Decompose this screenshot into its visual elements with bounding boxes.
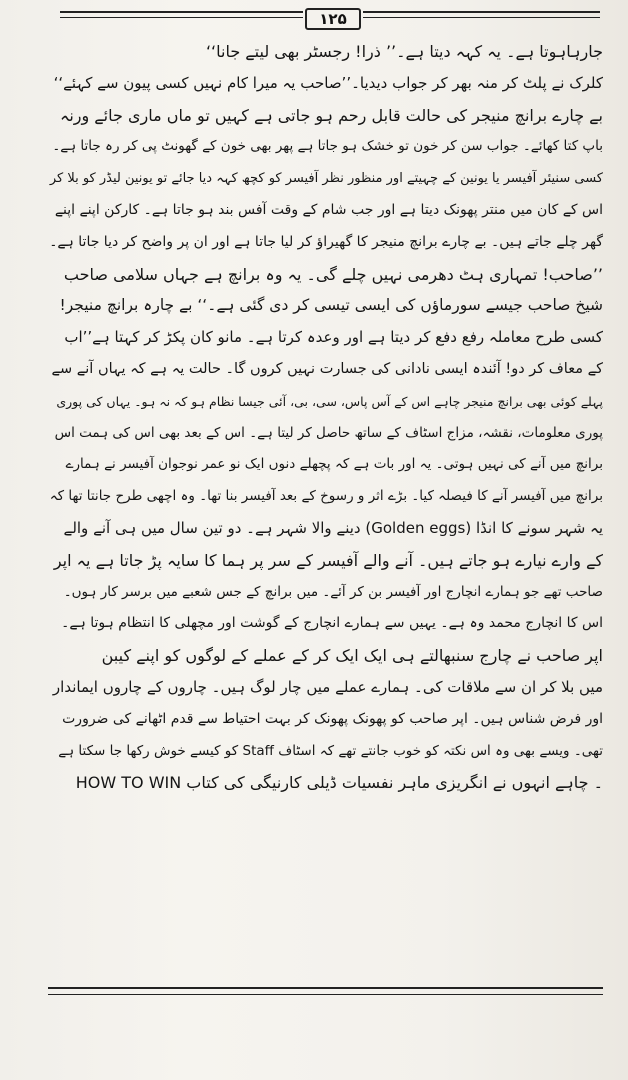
text-line: بے چارے برانچ منیجر کی حالت قابل رحم ہو جاتی ہے کہیں تو ماں ماری جائے ورنہ [59,105,603,125]
text-line: ’’صاحب! تمہاری ہٹ دھرمی نہیں چلے گی۔ یہ وہ برانچ ہے جہاں سلامی صاحب [63,264,603,284]
page-number-box [305,8,361,30]
text-line: پوری معلومات، نقشہ، مزاج اسٹاف کے ساتھ حاصل کر لیتا ہے۔ اس کے بعد بھی اس کی ہمت اس [54,424,603,441]
text-line: کسی سنیئر آفیسر یا یونین کے چہیتے اور منظور نظر آفیسر کو کچھ کہہ دیا جائے تو یونین لیڈر کو بلا کر [49,171,603,187]
text-line: جارہاہوتا ہے۔ یہ کہہ دیتا ہے۔’’ ذرا! رجسٹر بھی لیتے جانا‘‘ [205,42,603,61]
header-rule-right-top [363,11,600,13]
text-line: پہلے کوئی بھی برانچ منیجر چاہے اس کے آس پاس، سی، بی، آئی جیسا نظام ہو کہ نہ ہو۔ یہاں کی پوری [56,393,603,409]
text-line: اس کے کان میں منتر پھونک دیتا ہے اور جب شام کے وقت آفس بند ہو جاتا ہے۔ کارکن اپنے اپنے [54,201,603,218]
header-rule-left-bottom [60,17,303,18]
text-line: اس کا انچارج محمد وہ ہے۔ یہیں سے ہمارے انچارج کے گوشت اور مچھلی کا انتظام ہوتا ہے۔ [61,615,603,632]
text-line: اور فرض شناس ہیں۔ اپر صاحب کو پھونک پھونک کر بہت احتیاط سے قدم اٹھانے کی ضرورت [62,710,603,727]
footer-rule-bottom [48,994,603,995]
text-line: میں بلا کر ان سے ملاقات کی۔ ہمارے عملے میں چار لوگ ہیں۔ چاروں کے چاروں ایماندار [52,677,603,696]
text-line: تھی۔ ویسے بھی وہ اس نکتہ کو خوب جانتے تھے کہ اسٹاف Staff کو کیسے خوش رکھا جا سکتا ہے [58,742,603,759]
page-footer [48,985,603,1005]
text-line: باپ کتا کھائے۔ جواب سن کر خون تو خشک ہو جاتا ہے پھر بھی خون کے گھونٹ پی کر رہ جاتا ہے۔ [52,138,603,155]
text-line: کلرک نے پلٹ کر منہ بھر کر جواب دیدیا۔’’صاحب یہ میرا کام نہیں کسی پیون سے کہئے‘‘ [53,73,603,92]
text-line: کے وارے نیارے ہو جاتے ہیں۔ آنے والے آفیسر کے سر پر ہما کا سایہ پڑ جاتا ہے یہ اپر [53,550,603,570]
text-line: ۔ چاہے انہوں نے انگریزی ماہر نفسیات ڈیلی کارنیگی کی کتاب HOW TO WIN [75,773,603,793]
text-line: گھر چلے جاتے ہیں۔ بے چارے برانچ منیجر کا گھیراؤ کر لیا جاتا ہے اور ان پر واضح کر دیا جاتا ہے۔ [49,233,603,250]
text-line: اپر صاحب نے چارج سنبھالتے ہی ایک ایک کر کے عملے کے لوگوں کو اپنے کیبن [101,646,603,666]
text-line: شیخ صاحب جیسے سورماؤں کی ایسی تیسی کر دی گئی ہے۔‘‘ بے چارہ برانچ منیجر! [59,296,603,315]
footer-rule-top [48,987,603,989]
text-line: برانچ میں آنے کی نہیں ہوتی۔ یہ اور بات ہے کہ پچھلے دنوں ایک نو عمر نوجوان آفیسر نے ہمارے [65,456,603,473]
text-line: کے معاف کر دو! آئندہ ایسی نادانی کی جسارت نہیں کروں گا۔ حالت یہ ہے کہ یہاں آنے سے [51,360,603,377]
page-number: ۱۲۵ [319,10,347,28]
text-line: برانچ میں آفیسر آنے کا فیصلہ کیا۔ بڑے اثر و رسوخ کے بعد آفیسر بنا تھا۔ وہ اچھی طرح جانتا تھا کہ [49,488,603,505]
text-line: صاحب تھے جو ہمارے انچارج اور آفیسر بن کر آئے۔ میں برانچ کے جس شعبے میں برسر کار ہوں۔ [63,583,603,600]
text-line: یہ شہر سونے کا انڈا (Golden eggs) دینے والا شہر ہے۔ دو تین سال میں ہی آنے والے [63,518,603,537]
body-text [48,36,603,956]
header-rule-left-top [60,11,303,13]
text-line: کسی طرح معاملہ رفع دفع کر دیتا ہے اور وعدہ کرتا ہے۔ مانو کان پکڑ کر کہتا ہے’’اب [64,328,603,347]
header-rule-right-bottom [363,17,600,18]
page-header [60,8,600,30]
